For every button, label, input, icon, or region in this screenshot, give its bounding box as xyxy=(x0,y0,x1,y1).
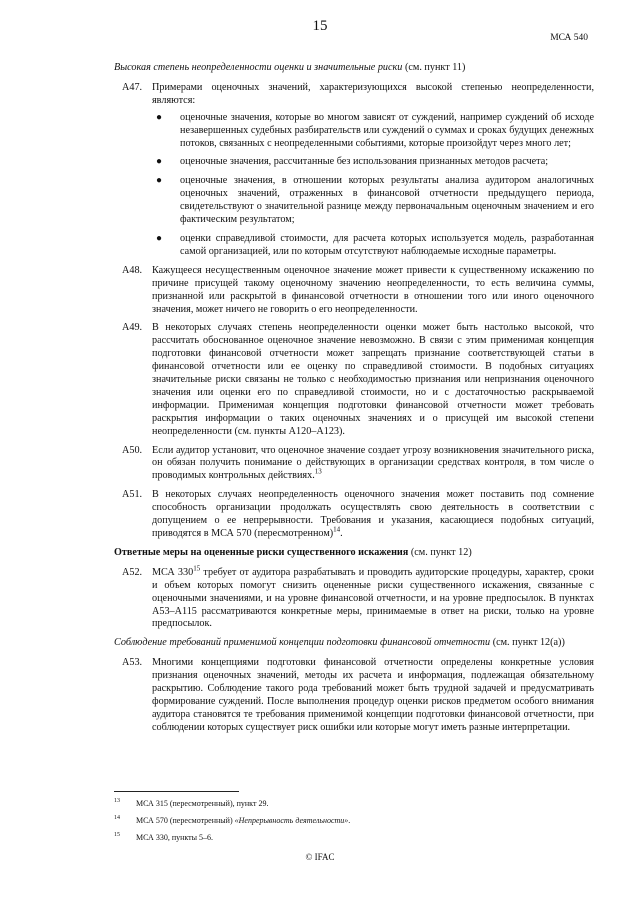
paragraph-text: Кажущееся несущественным оценочное значение может привести к существенному искажению по причине присущей такому оценочному значению неопределенности, то есть величина суммы, признанной или раскрытой в финансовой отчетности в отношении того или иного оценочного значения, может ничего не говорить о его неопределенности. xyxy=(152,264,594,315)
footnote-ref[interactable]: 15 xyxy=(193,564,201,573)
bullet-icon: ● xyxy=(156,232,163,244)
paragraph-number: A52. xyxy=(122,566,143,578)
paragraph-text: Если аудитор установит, что оценочное значение создает угрозу возникновения значительного риска, он обязан получить понимание о действующих в организации средствах контроля, в том числе о проводимых контрольных действиях. xyxy=(152,444,594,482)
paragraph-number: A48. xyxy=(122,264,143,276)
paragraph-number: A51. xyxy=(122,489,143,501)
footnote-divider xyxy=(114,791,239,792)
footnote-14 xyxy=(114,815,594,826)
footnote-text: МСА 570 (пересмотренный) xyxy=(136,816,235,825)
paragraph-a48 xyxy=(114,265,594,317)
paragraph-number: A53. xyxy=(122,657,143,669)
bullet-list xyxy=(152,112,594,259)
paragraph-a47 xyxy=(114,82,594,259)
footnote-number: 14 xyxy=(114,815,120,821)
section-heading-title: Высокая степень неопределенности оценки и значительные риски xyxy=(114,62,403,73)
paragraph-a50 xyxy=(114,445,594,484)
paragraph-text: Примерами оценочных значений, характеризующихся высокой степенью неопределенности, являются: xyxy=(152,81,594,106)
footnote-number: 13 xyxy=(114,798,120,804)
paragraph-text: МСА 330 xyxy=(152,566,194,578)
footnote-text: МСА 330, пункты 5–6. xyxy=(136,833,214,842)
footnote-ref[interactable]: 13 xyxy=(314,467,322,476)
footnotes xyxy=(114,798,594,849)
section-heading-responses xyxy=(114,547,594,560)
page-number: 15 xyxy=(312,18,328,34)
paragraph-a49 xyxy=(114,322,594,438)
section-heading-title: Соблюдение требований применимой концепции подготовки финансовой отчетности xyxy=(114,637,491,649)
paragraph-text-end: требует от аудитора разрабатывать и проводить аудиторские процедуры, характер, сроки и объем которых помогут снизить оцененные риски существенного искажения, связанные с оценочными значениями, и на уровне финансовой отчетности, и на уровне предпосылок. В пунктах A53–A115 рассматриваются конкретные меры, принимаемые в ответ на риски, только на уровне предпосылок. xyxy=(152,566,595,630)
list-item-text: оценочные значения, которые во многом зависят от суждений, например суждений об исходе незавершенных судебных разбирательств или суждений о суммах и сроках будущих денежных потоков, связанных с неопределенными событиями, которые произойдут через много лет; xyxy=(180,111,594,149)
bullet-icon: ● xyxy=(156,175,163,187)
list-item xyxy=(152,175,594,227)
paragraph-text: В некоторых случаях неопределенность оценочного значения может поставить под сомнение способность организации продолжать осуществлять свою деятельность в соответствии с допущением о ее непрерывности. Требования и указания, касающиеся подобных ситуаций, приводятся в МСА 570 (пересмотренном) xyxy=(152,489,594,539)
footnote-text-end: . xyxy=(348,816,351,825)
section-heading-title: Ответные меры на оцененные риски существенного искажения xyxy=(114,546,409,558)
footnote-text: МСА 315 (пересмотренный), пункт 29. xyxy=(136,799,269,808)
list-item xyxy=(152,233,594,259)
paragraph-a52 xyxy=(114,564,595,632)
section-heading-framework xyxy=(114,637,594,650)
section-heading-ref: (см. пункт 11) xyxy=(402,62,466,73)
list-item-text: оценочные значения, рассчитанные без использования признанных методов расчета; xyxy=(180,156,549,168)
paragraph-a51 xyxy=(114,489,594,541)
paragraph-number: A50. xyxy=(122,444,143,456)
paragraph-text: В некоторых случаях степень неопределенности оценки может быть настолько высокой, что рассчитать обоснованное оценочное значение невозможно. В связи с этим применимая концепция подготовки финансовой отчетности может запрещать признание соответствующей статьи в финансовой отчетности или ее оценку по справедливой стоимости. В подобных ситуациях значительные риски связаны не только с необходимостью признания или непризнания оценочного значения или оценки его по справедливой стоимости, но и с достаточностью раскрываемой информации. Применимая концепция подготовки финансовой отчетности может требовать раскрытия информации о таких оценочных значениях и о присущей им высокой степени неопределенности (см. пункты A120–A123). xyxy=(152,322,594,437)
list-item-text: оценки справедливой стоимости, для расчета которых используется модель, разработанная самой организацией, или по которым отсутствуют наблюдаемые исходные параметры. xyxy=(180,232,594,257)
section-heading-high-uncertainty xyxy=(114,62,594,75)
footnote-15 xyxy=(114,832,594,843)
footnote-title: «Непрерывность деятельности» xyxy=(234,816,349,825)
list-item xyxy=(152,112,594,151)
paragraph-text-end: . xyxy=(340,528,343,539)
footnote-number: 15 xyxy=(114,832,120,838)
footnote-ref[interactable]: 14 xyxy=(333,525,341,534)
list-item-text: оценочные значения, в отношении которых результаты анализа аудитором аналогичных оценочных значений, отраженных в финансовой отчетности предыдущего периода, свидетельствуют о значительной разнице между первоначальным оценочным значением и его фактическим результатом; xyxy=(180,175,594,226)
standard-code: МСА 540 xyxy=(550,33,588,43)
section-heading-ref: (см. пункт 12) xyxy=(408,546,472,558)
paragraph-a53 xyxy=(114,657,594,734)
copyright-footer: © IFAC xyxy=(305,852,335,862)
bullet-icon: ● xyxy=(156,156,163,168)
paragraph-number: A49. xyxy=(122,322,143,334)
list-item xyxy=(152,156,594,169)
main-content xyxy=(114,62,594,741)
section-heading-ref: (см. пункт 12(a)) xyxy=(490,637,565,649)
footnote-13 xyxy=(114,798,594,809)
paragraph-text: Многими концепциями подготовки финансовой отчетности определены конкретные условия признания оценочных значений, методы их расчета и информация, подлежащая обязательному раскрытию. Соблюдение такого рода требований может быть трудной задачей и предусматривать формирование суждений. После выполнения процедур оценки рисков предметом особого внимания аудитора становятся те требования применимой концепции подготовки финансовой отчетности, при соблюдении которых существует риск ошибки или которые могут иметь разные интерпретации. xyxy=(152,657,594,733)
bullet-icon: ● xyxy=(156,111,163,123)
paragraph-number: A47. xyxy=(122,81,143,93)
